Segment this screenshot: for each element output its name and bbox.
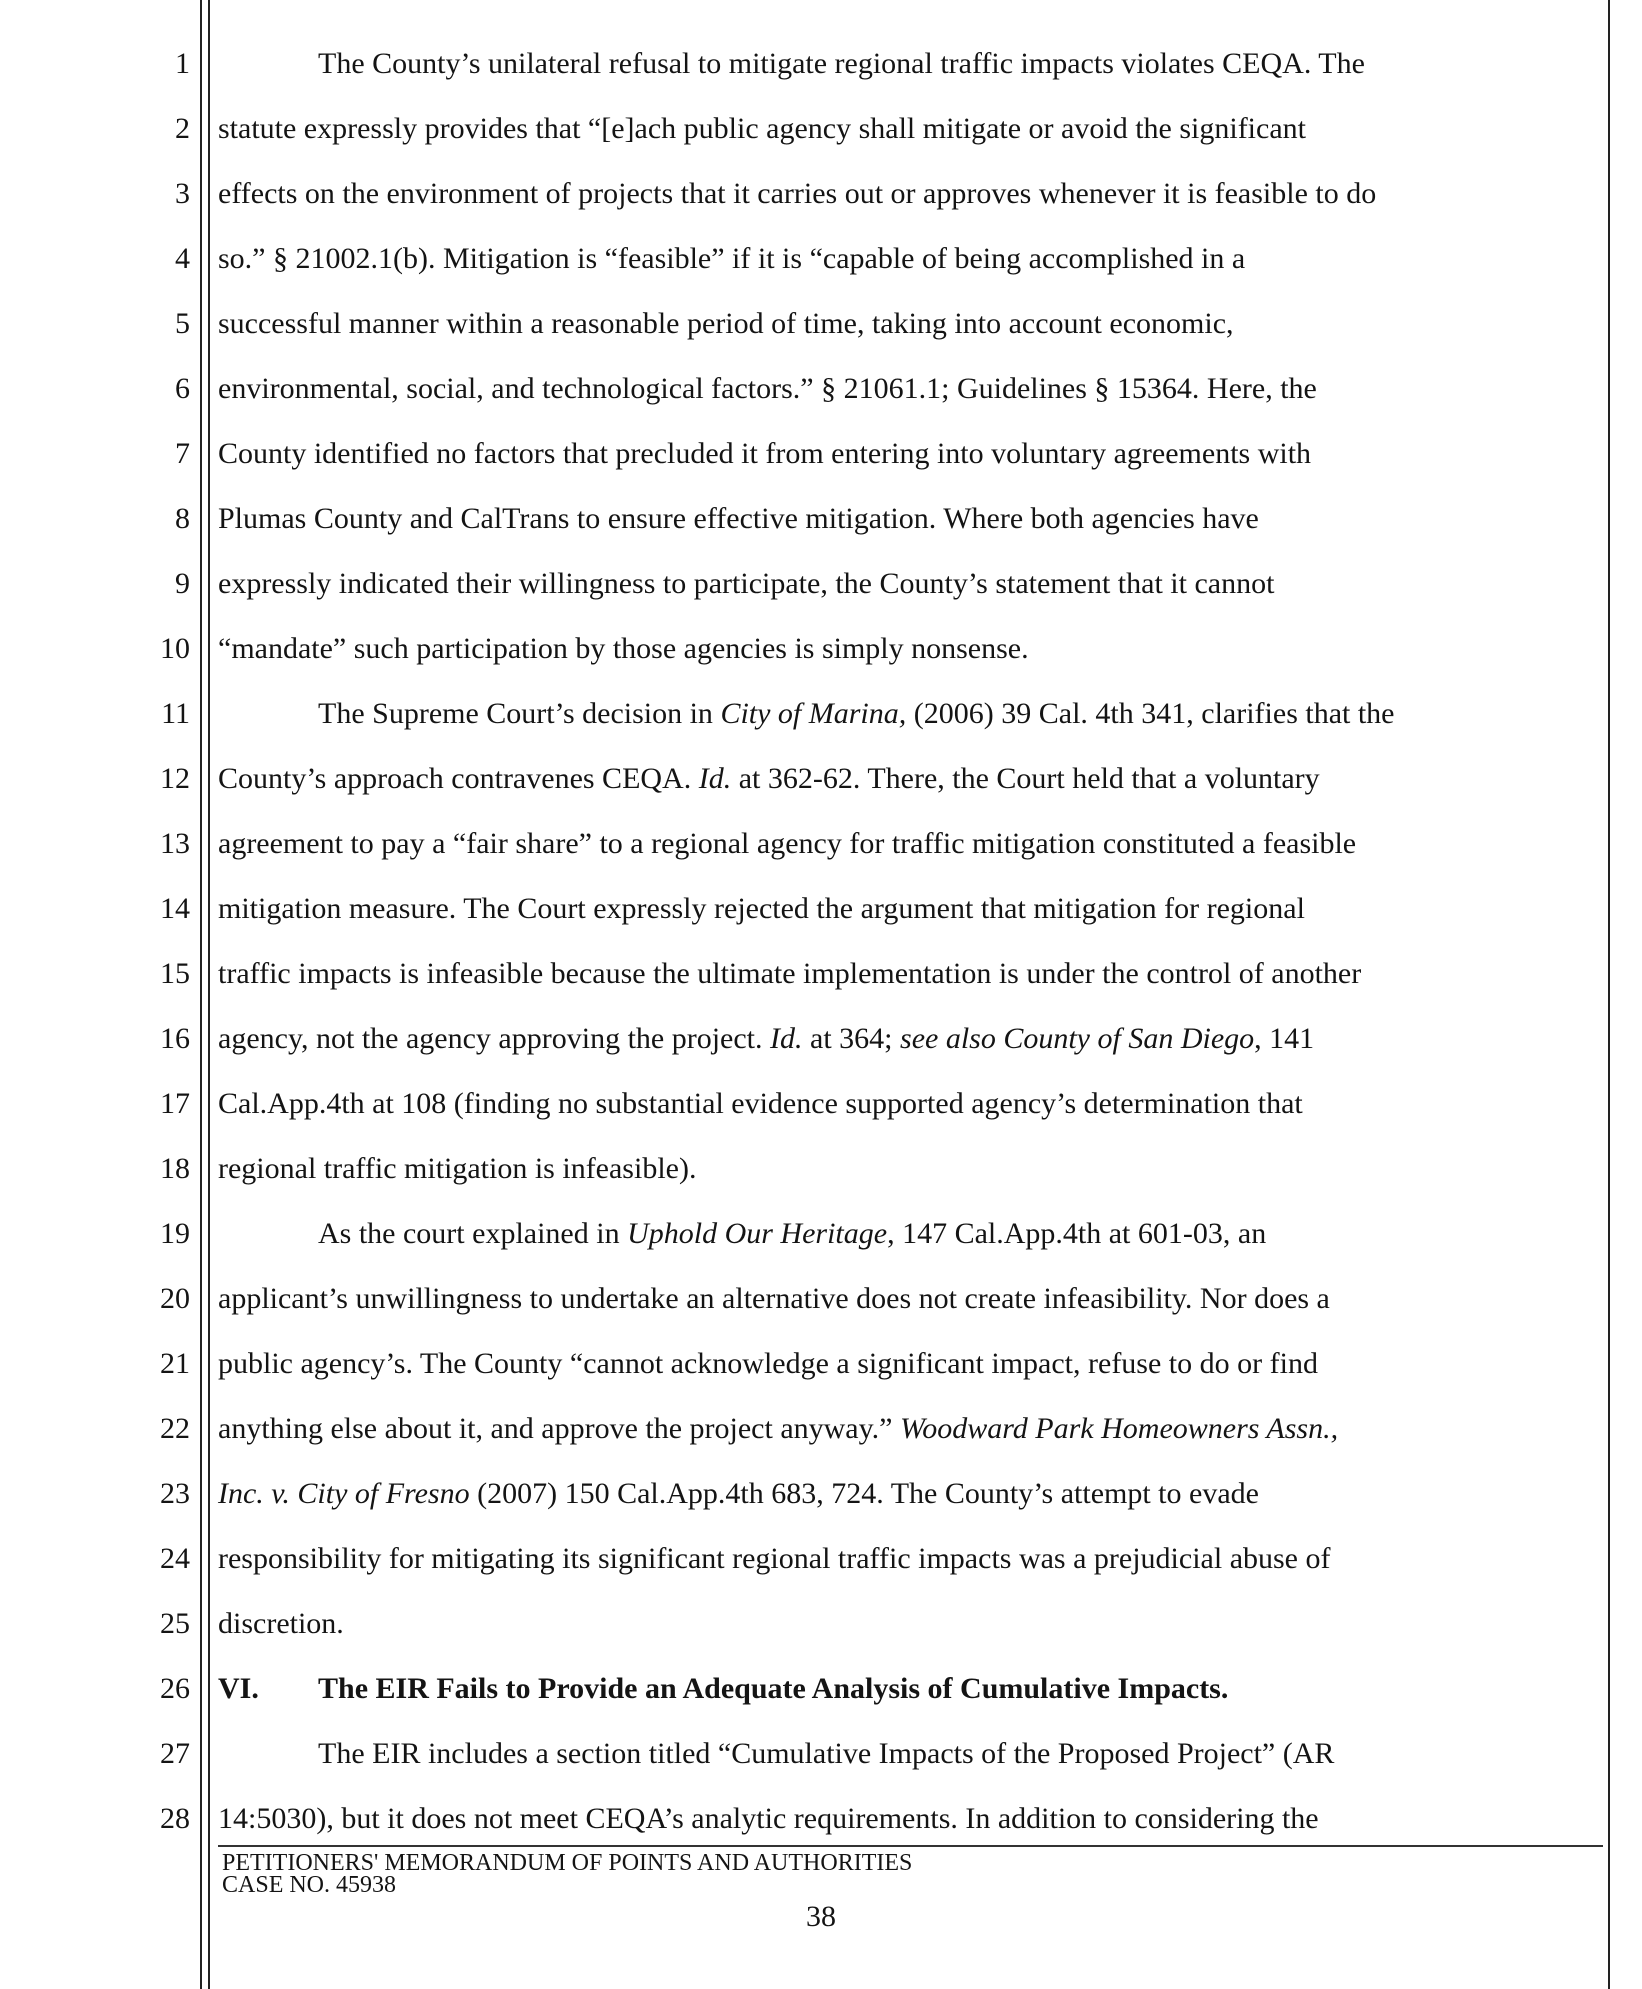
italic-citation: Inc. v. City of Fresno: [218, 1477, 470, 1510]
text-line: [218, 1019, 1314, 1059]
text-line: [218, 1474, 1259, 1514]
footer-case-number: CASE NO. 45938: [222, 1872, 397, 1898]
line-number: 27: [160, 1737, 190, 1770]
text-run: responsibility for mitigating its significant regional traffic impacts was a prejudicial abuse of: [218, 1542, 1331, 1575]
text-line: [218, 304, 1234, 344]
text-run: regional traffic mitigation is infeasible).: [218, 1152, 697, 1185]
line-number: 13: [160, 827, 190, 860]
italic-citation: Id.: [770, 1022, 803, 1055]
text-line: [218, 954, 1361, 994]
text-run: effects on the environment of projects that it carries out or approves whenever it is feasible to do: [218, 177, 1377, 210]
text-line: [218, 174, 1376, 214]
text-run: , 141: [1254, 1022, 1315, 1055]
line-number: 20: [160, 1282, 190, 1315]
line-number: 15: [160, 957, 190, 990]
line-number: 8: [175, 502, 190, 535]
line-number: 9: [175, 567, 190, 600]
left-margin-rule-inner: [208, 0, 210, 1989]
text-line: [218, 499, 1259, 539]
text-run: , 147 Cal.App.4th at 601-03, an: [887, 1217, 1267, 1250]
text-line: [218, 1344, 1318, 1384]
italic-citation: Uphold Our Heritage: [627, 1217, 888, 1250]
text-run: (2007) 150 Cal.App.4th 683, 724. The County’s attempt to evade: [469, 1477, 1259, 1510]
section-numeral: VI.: [218, 1672, 259, 1705]
line-number: 4: [175, 242, 190, 275]
text-run: environmental, social, and technological factors.” § 21061.1; Guidelines § 15364. Here, the: [218, 372, 1317, 405]
text-line: [218, 1084, 1303, 1124]
text-line: [218, 564, 1274, 604]
italic-citation: Woodward Park Homeowners Assn.,: [900, 1412, 1339, 1445]
text-run: “mandate” such participation by those agencies is simply nonsense.: [218, 632, 1029, 665]
text-run: public agency’s. The County “cannot acknowledge a significant impact, refuse to do or find: [218, 1347, 1318, 1380]
left-margin-rule-outer: [200, 0, 202, 1989]
italic-citation: City of Marina,: [720, 697, 907, 730]
text-run: applicant’s unwillingness to undertake an alternative does not create infeasibility. Nor does a: [218, 1282, 1330, 1315]
text-line: [218, 1214, 1266, 1254]
text-run: (2006) 39 Cal. 4th 341, clarifies that the: [906, 697, 1395, 730]
line-number: 25: [160, 1607, 190, 1640]
line-number: 18: [160, 1152, 190, 1185]
line-number: 19: [160, 1217, 190, 1250]
italic-citation: see also County of San Diego: [900, 1022, 1255, 1055]
section-heading: [218, 1669, 1228, 1709]
text-line: [218, 1409, 1338, 1449]
text-line: [218, 1799, 1319, 1839]
line-number: 17: [160, 1087, 190, 1120]
text-run: The County’s unilateral refusal to mitigate regional traffic impacts violates CEQA. The: [318, 47, 1365, 80]
text-line: [218, 239, 1245, 279]
text-run: at 364;: [802, 1022, 901, 1055]
text-run: at 362-62. There, the Court held that a voluntary: [731, 762, 1320, 795]
text-line: [218, 1734, 1334, 1774]
footer-rule: [218, 1845, 1603, 1847]
text-run: The Supreme Court’s decision in: [318, 697, 721, 730]
line-number: 3: [175, 177, 190, 210]
line-number: 11: [161, 697, 190, 730]
line-number: 28: [160, 1802, 190, 1835]
page-number: 38: [806, 1900, 836, 1933]
text-line: [218, 1539, 1331, 1579]
text-line: [218, 889, 1305, 929]
text-run: successful manner within a reasonable period of time, taking into account economic,: [218, 307, 1234, 340]
footer-title: PETITIONERS' MEMORANDUM OF POINTS AND AUTHORITIES: [222, 1850, 913, 1876]
text-run: expressly indicated their willingness to participate, the County’s statement that it cannot: [218, 567, 1275, 600]
text-line: [218, 629, 1029, 669]
line-number: 16: [160, 1022, 190, 1055]
line-number: 10: [160, 632, 190, 665]
text-line: [218, 824, 1356, 864]
line-number: 22: [160, 1412, 190, 1445]
line-number-column: [0, 0, 190, 1835]
text-run: discretion.: [218, 1607, 344, 1640]
text-run: 14:5030), but it does not meet CEQA’s analytic requirements. In addition to considering the: [218, 1802, 1319, 1835]
text-run: Plumas County and CalTrans to ensure effective mitigation. Where both agencies have: [218, 502, 1259, 535]
text-run: As the court explained in: [318, 1217, 628, 1250]
line-number: 26: [160, 1672, 190, 1705]
text-line: [218, 434, 1311, 474]
text-line: [218, 1604, 344, 1644]
text-line: [218, 44, 1365, 84]
text-line: [218, 1279, 1330, 1319]
text-run: County identified no factors that precluded it from entering into voluntary agreements with: [218, 437, 1312, 470]
line-number: 24: [160, 1542, 190, 1575]
line-number: 7: [175, 437, 190, 470]
line-number: 1: [175, 47, 190, 80]
line-number: 21: [160, 1347, 190, 1380]
text-line: [218, 369, 1317, 409]
line-number: 6: [175, 372, 190, 405]
text-run: agreement to pay a “fair share” to a regional agency for traffic mitigation constituted a feasible: [218, 827, 1357, 860]
line-number: 2: [175, 112, 190, 145]
text-run: traffic impacts is infeasible because the ultimate implementation is under the control of another: [218, 957, 1362, 990]
text-run: The EIR includes a section titled “Cumulative Impacts of the Proposed Project” (AR: [318, 1737, 1335, 1770]
text-run: County’s approach contravenes CEQA.: [218, 762, 699, 795]
text-line: [218, 109, 1306, 149]
text-run: statute expressly provides that “[e]ach public agency shall mitigate or avoid the significant: [218, 112, 1306, 145]
line-number: 14: [160, 892, 190, 925]
text-line: [218, 1149, 696, 1189]
text-line: [218, 759, 1320, 799]
text-run: The EIR Fails to Provide an Adequate Analysis of Cumulative Impacts.: [318, 1672, 1229, 1705]
line-number: 12: [160, 762, 190, 795]
document-footer: [222, 1852, 912, 1896]
text-run: mitigation measure. The Court expressly rejected the argument that mitigation for regional: [218, 892, 1305, 925]
text-run: Cal.App.4th at 108 (finding no substantial evidence supported agency’s determination that: [218, 1087, 1303, 1120]
line-number: 23: [160, 1477, 190, 1510]
text-run: anything else about it, and approve the project anyway.”: [218, 1412, 900, 1445]
italic-citation: Id.: [698, 762, 732, 795]
text-run: agency, not the agency approving the project.: [218, 1022, 771, 1055]
text-run: so.” § 21002.1(b). Mitigation is “feasible” if it is “capable of being accomplished in a: [218, 242, 1246, 275]
text-line: [218, 694, 1395, 734]
line-number: 5: [175, 307, 190, 340]
right-margin-rule: [1608, 0, 1610, 1989]
